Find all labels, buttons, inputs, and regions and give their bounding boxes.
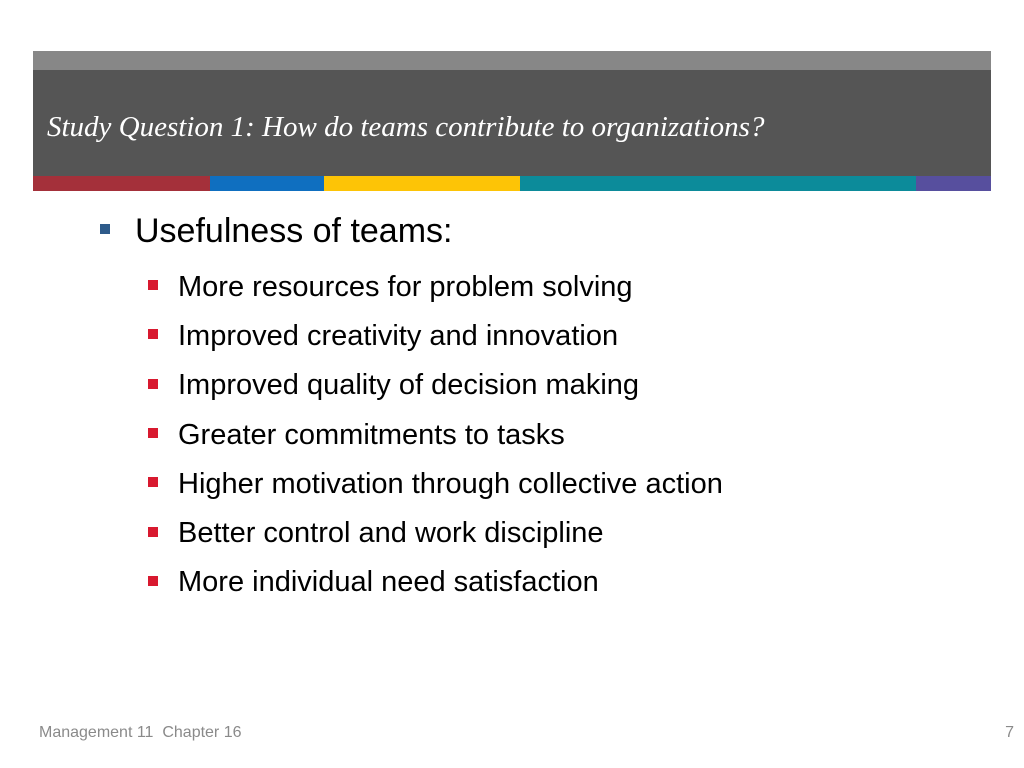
sub-bullet-item	[148, 558, 723, 607]
main-bullet-text: Usefulness of teams:	[135, 212, 453, 250]
sub-bullet-text: Greater commitments to tasks	[178, 418, 565, 451]
square-bullet-icon	[100, 224, 110, 234]
sub-bullet-item	[148, 459, 723, 508]
sub-bullet-item	[148, 262, 723, 311]
square-bullet-icon	[148, 477, 158, 487]
sub-bullet-item	[148, 361, 723, 410]
square-bullet-icon	[148, 576, 158, 586]
square-bullet-icon	[148, 280, 158, 290]
sub-bullet-text: Improved quality of decision making	[178, 369, 640, 402]
sub-bullet-list	[148, 262, 723, 607]
main-bullet	[100, 211, 452, 251]
sub-bullet-item	[148, 508, 723, 557]
sub-bullet-text: Improved creativity and innovation	[178, 319, 619, 352]
slide-title: Study Question 1: How do teams contribute to organizations?	[47, 111, 765, 143]
square-bullet-icon	[148, 428, 158, 438]
square-bullet-icon	[148, 379, 158, 389]
sub-bullet-item	[148, 311, 723, 360]
sub-bullet-text: More resources for problem solving	[178, 270, 633, 303]
sub-bullet-text: Better control and work discipline	[178, 517, 604, 550]
page-number: 7	[1005, 724, 1014, 741]
square-bullet-icon	[148, 329, 158, 339]
sub-bullet-text: Higher motivation through collective action	[178, 467, 723, 500]
footer-text: Management 11 Chapter 16	[39, 724, 242, 741]
sub-bullet-text: More individual need satisfaction	[178, 566, 599, 599]
square-bullet-icon	[148, 527, 158, 537]
sub-bullet-item	[148, 410, 723, 459]
